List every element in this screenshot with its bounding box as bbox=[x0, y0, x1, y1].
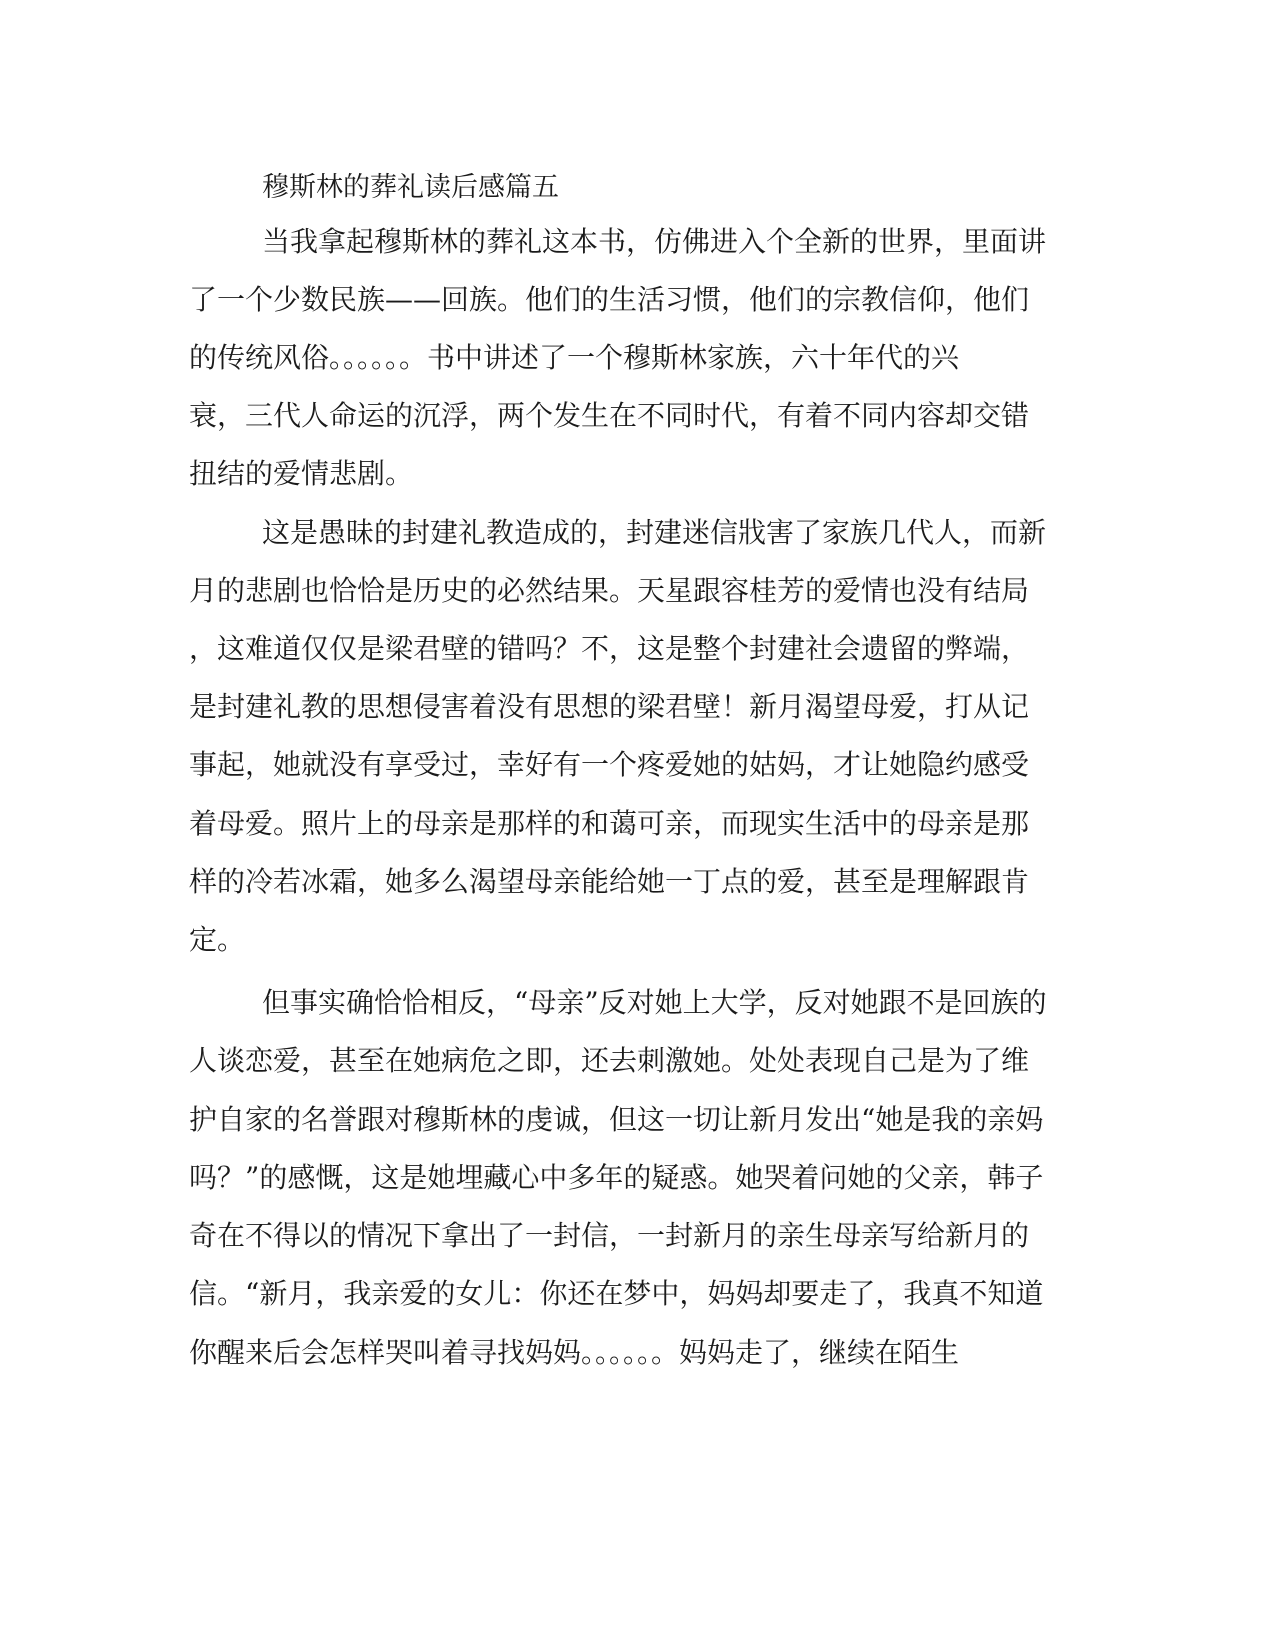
paragraph-2-line-5: 事起，她就没有享受过，幸好有一个疼爱她的姑妈，才让她隐约感受 bbox=[189, 748, 1030, 781]
paragraph-2-line-3: ，这难道仅仅是梁君壁的错吗？不，这是整个封建社会遗留的弊端， bbox=[189, 632, 1030, 665]
paragraph-3-line-7: 你醒来后会怎样哭叫着寻找妈妈。。。。。。妈妈走了，继续在陌生 bbox=[189, 1336, 960, 1369]
paragraph-3-line-1: 但事实确恰恰相反，“母亲”反对她上大学，反对她跟不是回族的 bbox=[262, 986, 1047, 1019]
paragraph-3-line-2: 人谈恋爱，甚至在她病危之即，还去刺激她。处处表现自己是为了维 bbox=[189, 1044, 1030, 1077]
paragraph-2-line-2: 月的悲剧也恰恰是历史的必然结果。天星跟容桂芳的爱情也没有结局 bbox=[189, 574, 1030, 607]
paragraph-1-line-4: 衰，三代人命运的沉浮，两个发生在不同时代，有着不同内容却交错 bbox=[189, 399, 1030, 432]
paragraph-2-line-7: 样的冷若冰霜，她多么渴望母亲能给她一丁点的爱，甚至是理解跟肯 bbox=[189, 865, 1030, 898]
document-title: 穆斯林的葬礼读后感篇五 bbox=[262, 172, 559, 203]
paragraph-1-line-3: 的传统风俗。。。。。。书中讲述了一个穆斯林家族，六十年代的兴 bbox=[189, 341, 960, 374]
paragraph-2-line-8: 定。 bbox=[189, 923, 246, 956]
paragraph-1-line-2: 了一个少数民族——回族。他们的生活习惯，他们的宗教信仰，他们 bbox=[189, 283, 1030, 316]
paragraph-1-line-5: 扭结的爱情悲剧。 bbox=[189, 457, 414, 490]
paragraph-1-line-1: 当我拿起穆斯林的葬礼这本书，仿佛进入个全新的世界，里面讲 bbox=[262, 225, 1047, 258]
paragraph-3-line-5: 奇在不得以的情况下拿出了一封信，一封新月的亲生母亲写给新月的 bbox=[189, 1219, 1030, 1252]
paragraph-2-line-1: 这是愚昧的封建礼教造成的，封建迷信戕害了家族几代人，而新 bbox=[262, 516, 1047, 549]
paragraph-2-line-6: 着母爱。照片上的母亲是那样的和蔼可亲，而现实生活中的母亲是那 bbox=[189, 807, 1030, 840]
paragraph-2-line-4: 是封建礼教的思想侵害着没有思想的梁君壁！新月渴望母爱，打从记 bbox=[189, 690, 1030, 723]
paragraph-3-line-6: 信。“新月，我亲爱的女儿：你还在梦中，妈妈却要走了，我真不知道 bbox=[189, 1277, 1044, 1310]
paragraph-3-line-4: 吗？”的感慨，这是她埋藏心中多年的疑惑。她哭着问她的父亲，韩子 bbox=[189, 1161, 1044, 1194]
paragraph-3-line-3: 护自家的名誉跟对穆斯林的虔诚，但这一切让新月发出“她是我的亲妈 bbox=[189, 1103, 1044, 1136]
